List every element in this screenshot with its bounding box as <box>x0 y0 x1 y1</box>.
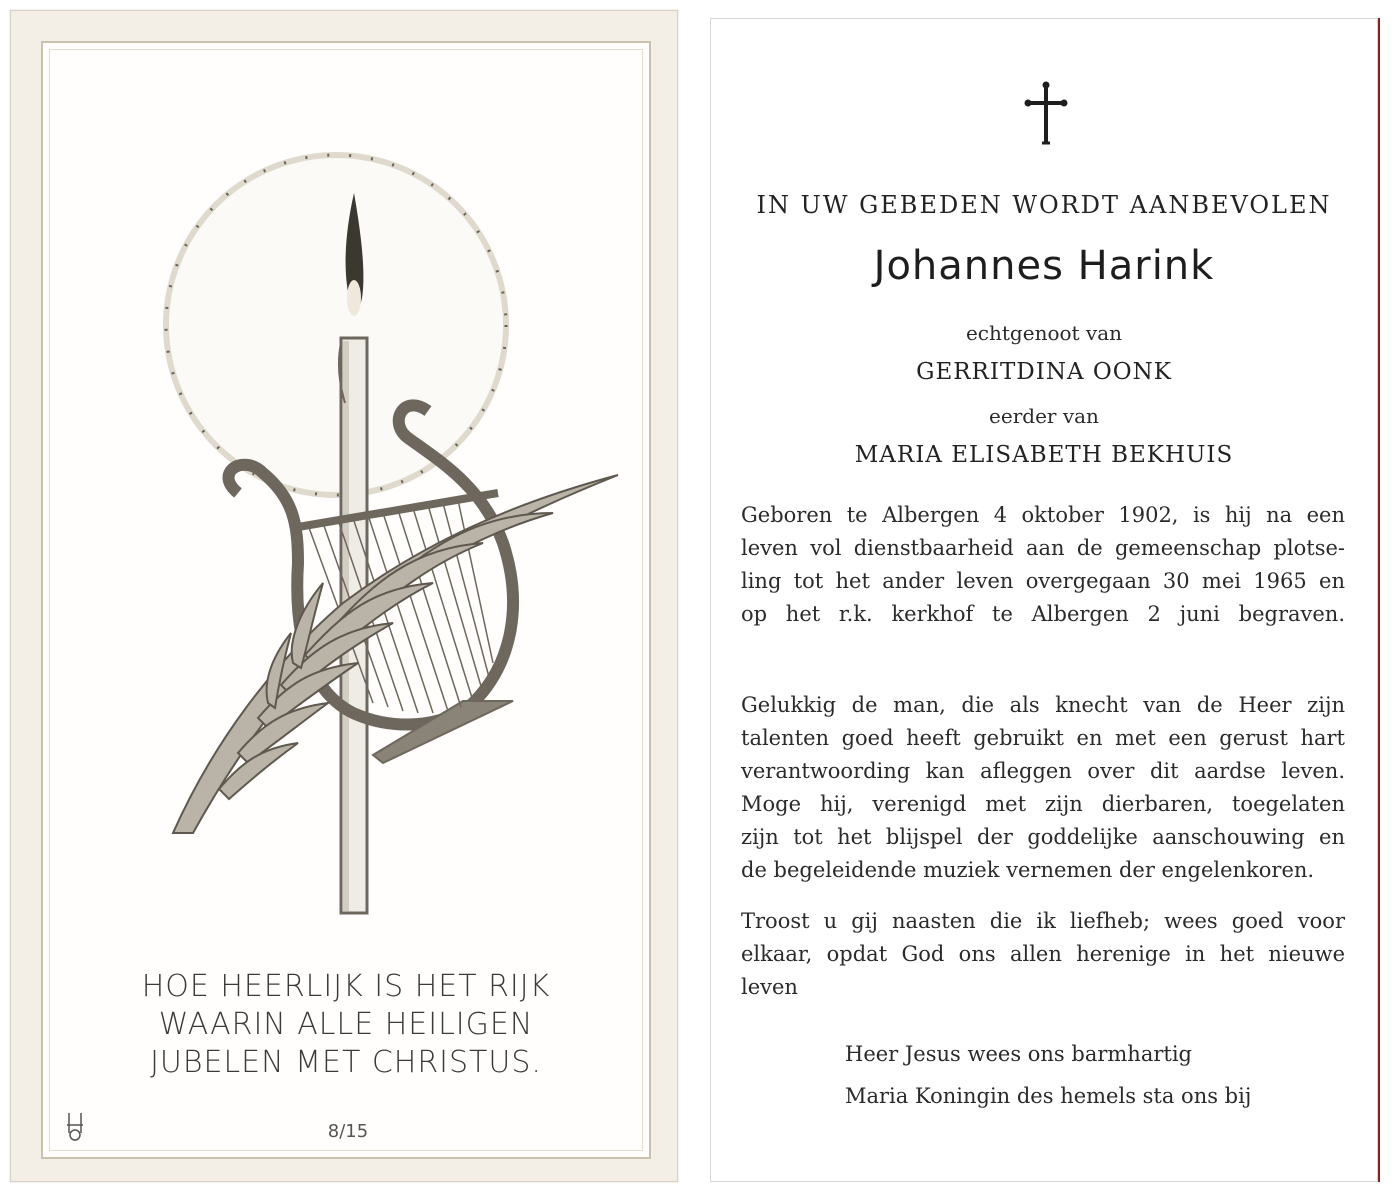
prayer-line: Heer Jesus wees ons barmhartig <box>845 1042 1192 1066</box>
palm-branch-icon <box>173 475 618 833</box>
text-line: Moge hij, verenigd met zijn dierbaren, toegelaten <box>741 792 1345 816</box>
text-line: verantwoording kan afleggen over dit aardse leven. <box>741 759 1345 783</box>
text-line: Troost u gij naasten die ik liefheb; wees goed voor <box>741 909 1345 933</box>
front-card-frame <box>41 41 651 1159</box>
text-line: leven <box>741 975 798 999</box>
heading: IN UW GEBEDEN WORDT AANBEVOLEN <box>756 191 1332 219</box>
text-line: elkaar, opdat God ons allen herenige in het nieuwe <box>741 942 1345 966</box>
relation-label: echtgenoot van <box>965 321 1123 345</box>
motto-text <box>43 968 649 1082</box>
front-card <box>10 10 678 1182</box>
deceased-name: Johannes Harink <box>873 243 1215 289</box>
memorial-artwork <box>43 43 649 963</box>
comfort-paragraph <box>741 905 1345 1004</box>
text-line: talenten goed heeft gebruikt en met een gerust hart <box>741 726 1345 750</box>
relation-label: eerder van <box>989 404 1099 428</box>
halo-icon <box>166 155 506 495</box>
motto-line: WAARIN ALLE HEILIGEN <box>158 1007 534 1042</box>
printer-mark-icon <box>63 1111 87 1141</box>
text-line: ling tot het ander leven overgegaan 30 mei 1965 en <box>741 569 1345 593</box>
spouse-name: GERRITDINA OONK <box>916 359 1172 385</box>
text-line: op het r.k. kerkhof te Albergen 2 juni begraven. <box>741 602 1345 626</box>
text-line: Geboren te Albergen 4 oktober 1902, is hij na een <box>741 503 1345 527</box>
birth-death-paragraph <box>741 499 1345 631</box>
prayer-line: Maria Koningin des hemels sta ons bij <box>845 1084 1252 1108</box>
text-line: zijn tot het blijspel der goddelijke aanschouwing en <box>741 825 1345 849</box>
text-line: Gelukkig de man, die als knecht van de Heer zijn <box>741 693 1345 717</box>
text-line: leven vol dienstbaarheid aan de gemeenschap plotse- <box>741 536 1345 560</box>
motto-line: JUBELEN MET CHRISTUS. <box>150 1045 542 1080</box>
text-line: de begeleidende muziek vernemen der engelenkoren. <box>741 858 1315 882</box>
spouse-name: MARIA ELISABETH BEKHUIS <box>854 442 1234 468</box>
reflection-paragraph <box>741 689 1345 887</box>
card-number: 8/15 <box>327 1121 369 1142</box>
cross-icon <box>1024 81 1068 147</box>
motto-line: HOE HEERLIJK IS HET RIJK <box>141 969 551 1004</box>
back-card <box>710 18 1378 1182</box>
